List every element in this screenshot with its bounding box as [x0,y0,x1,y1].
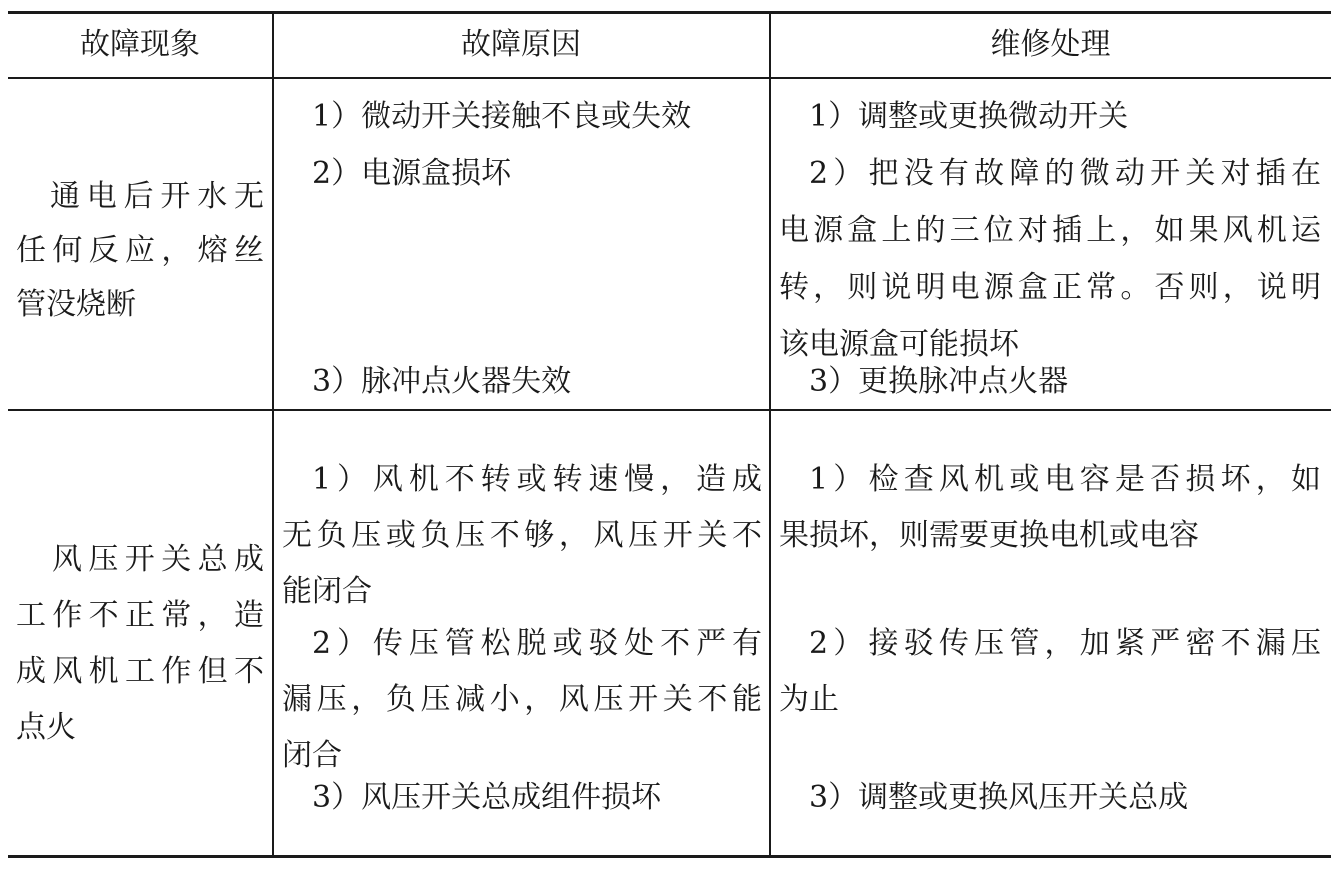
symptom-line: 风压开关总成 [52,542,264,577]
symptom-cell [16,532,264,756]
fix-line: 该电源盒可能损坏 [779,327,1019,362]
cause-cell [282,452,762,620]
table-top-rule [8,11,1331,14]
cause-cell [312,88,691,202]
symptom-line: 管没烧断 [16,287,136,322]
cause-line: 3）风压开关总成组件损坏 [312,780,662,815]
fix-line: 2）把没有故障的微动开关对插在 [809,156,1321,191]
cause-line: 闭合 [282,738,342,773]
table-bottom-rule [8,855,1331,858]
symptom-line: 通电后开水无 [50,179,264,214]
cause-line: 能闭合 [282,574,372,609]
symptom-line: 点火 [16,710,76,745]
fix-line: 为止 [779,682,839,717]
fix-line: 3）更换脉冲点火器 [809,364,1069,399]
fix-cell [779,616,1321,728]
header-fix: 维修处理 [990,27,1111,62]
fix-cell [809,780,1188,816]
symptom-line: 工作不正常，造 [16,598,264,633]
fix-line: 转，则说明电源盒正常。否则，说明 [779,270,1321,305]
cause-cell [312,780,661,816]
fix-line: 1）检查风机或电容是否损坏，如 [809,462,1321,497]
cause-line: 2）电源盒损坏 [312,156,512,191]
symptom-line: 成风机工作但不 [16,654,264,689]
header-cause: 故障原因 [461,27,581,62]
fix-line: 1）调整或更换微动开关 [809,99,1129,134]
cause-line: 3）脉冲点火器失效 [312,364,572,399]
fix-line: 电源盒上的三位对插上，如果风机运 [779,213,1321,248]
fix-line: 2）接驳传压管，加紧严密不漏压 [809,626,1321,661]
column-divider-1 [272,13,274,856]
cause-line: 漏压，负压减小，风压开关不能 [282,682,762,717]
cause-line: 无负压或负压不够，风压开关不 [282,518,762,553]
symptom-cell [16,170,264,332]
fix-line: 果损坏，则需要更换电机或电容 [779,518,1199,553]
cause-line: 1）风机不转或转速慢，造成 [312,462,762,497]
fix-cell [779,88,1321,373]
header-divider [8,77,1331,79]
row-divider [8,409,1331,411]
column-divider-2 [769,13,771,856]
cause-line: 2）传压管松脱或驳处不严有 [312,626,762,661]
cause-cell [312,364,571,400]
fix-cell [809,364,1068,400]
fix-line: 3）调整或更换风压开关总成 [809,780,1189,815]
fix-cell [779,452,1321,564]
header-symptom: 故障现象 [80,27,200,62]
cause-line: 1）微动开关接触不良或失效 [312,99,692,134]
symptom-line: 任何反应，熔丝 [16,233,264,268]
cause-cell [282,616,762,784]
